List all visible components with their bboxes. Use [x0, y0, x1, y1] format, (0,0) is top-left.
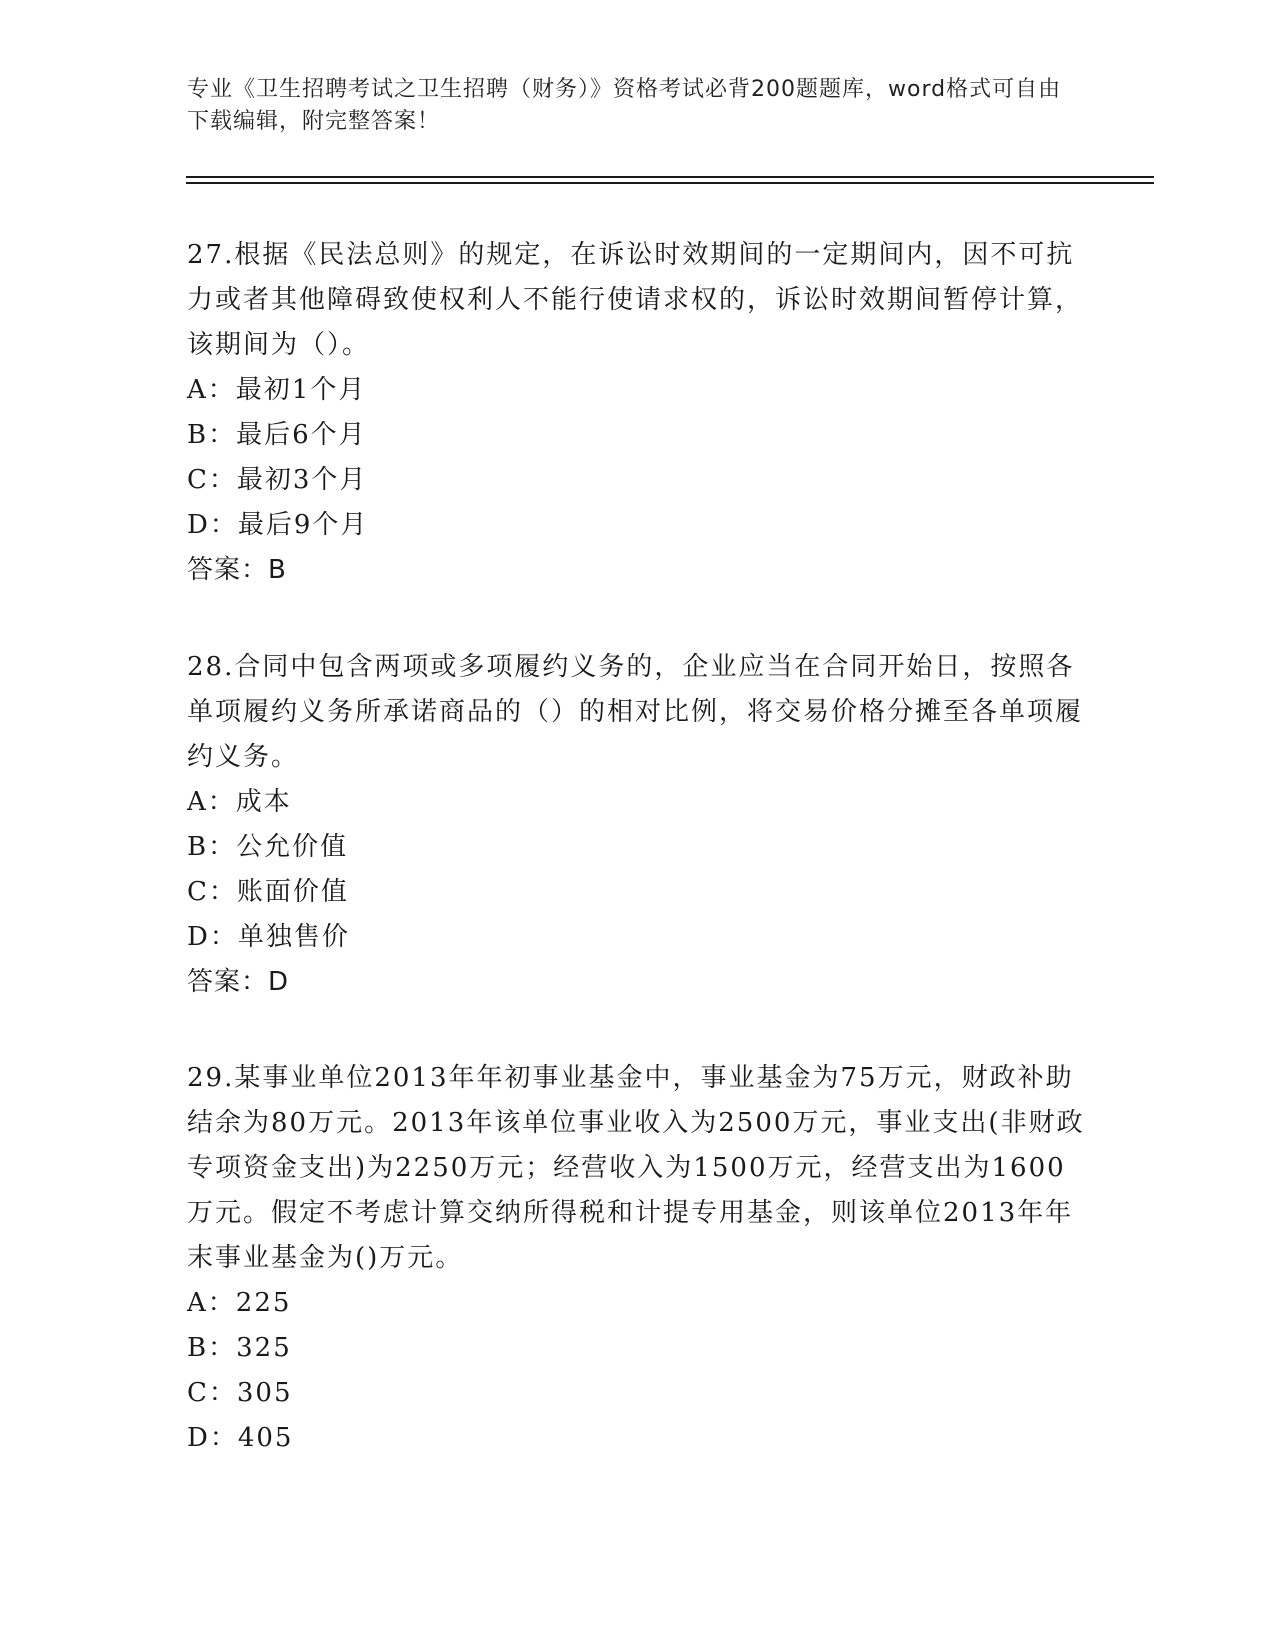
option-d: D：最后9个月 — [187, 510, 369, 540]
option-c: C：305 — [187, 1378, 293, 1408]
option-a: A：最初1个月 — [187, 375, 367, 405]
option-c: C：账面价值 — [187, 877, 349, 907]
option-a: A：225 — [187, 1288, 292, 1318]
question-28 — [187, 645, 1087, 1005]
option-b: B：最后6个月 — [187, 420, 367, 450]
answer: 答案：D — [187, 967, 290, 997]
question-29 — [187, 1056, 1087, 1461]
option-a: A：成本 — [187, 787, 292, 817]
question-27 — [187, 233, 1087, 593]
option-b: B：325 — [187, 1333, 292, 1363]
option-d: D：单独售价 — [187, 922, 350, 952]
header-divider-bottom — [186, 182, 1154, 184]
question-stem: 29.某事业单位2013年年初事业基金中，事业基金为75万元，财政补助结余为80万元。2013年该单位事业收入为2500万元，事业支出(非财政专项资金支出)为2250万元；经营收入为1500万元，经营支出为1600万元。假定不考虑计算交纳所得税和计提专用基金，则该单位2013年年末事业基金为()万元。 — [187, 1063, 1085, 1273]
option-b: B：公允价值 — [187, 832, 349, 862]
option-c: C：最初3个月 — [187, 465, 368, 495]
question-stem: 27.根据《民法总则》的规定，在诉讼时效期间的一定期间内，因不可抗力或者其他障碍致使权利人不能行使请求权的，诉讼时效期间暂停计算，该期间为（）。 — [187, 240, 1084, 360]
header-divider-top — [186, 176, 1154, 178]
option-d: D：405 — [187, 1423, 294, 1453]
answer: 答案：B — [187, 555, 287, 585]
document-header: 专业《卫生招聘考试之卫生招聘（财务）》资格考试必背200题题库，word格式可自由下载编辑，附完整答案！ — [187, 77, 1062, 134]
question-stem: 28.合同中包含两项或多项履约义务的，企业应当在合同开始日，按照各单项履约义务所承诺商品的（）的相对比例，将交易价格分摊至各单项履约义务。 — [187, 652, 1084, 772]
